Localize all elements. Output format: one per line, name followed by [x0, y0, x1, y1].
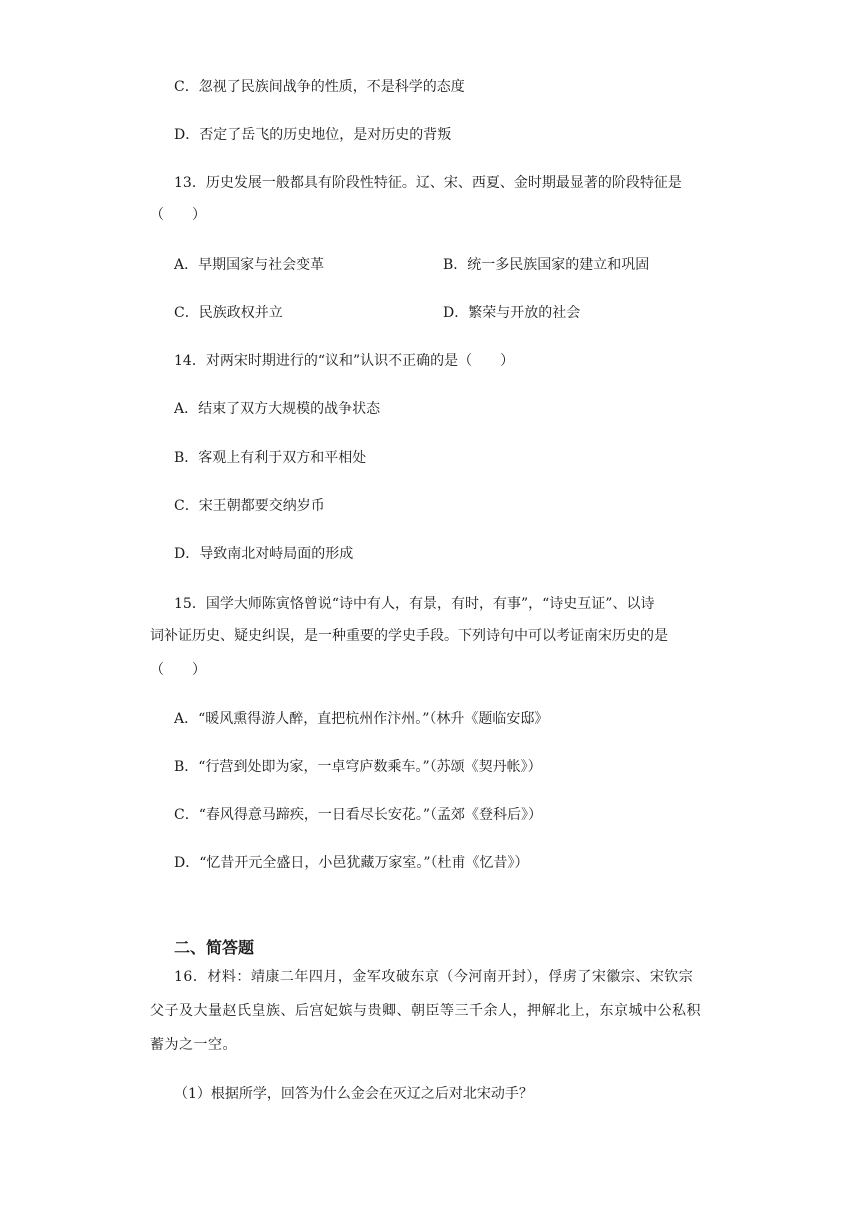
q13-option-a: A．早期国家与社会变革 — [174, 257, 325, 273]
q13-stem-line2: （ ） — [150, 207, 206, 223]
section-title: 二、简答题 — [174, 938, 255, 957]
q14-option-a: A．结束了双方大规模的战争状态 — [174, 401, 381, 417]
q13-option-b: B．统一多民族国家的建立和巩固 — [443, 257, 650, 273]
q14-option-d: D．导致南北对峙局面的形成 — [174, 546, 354, 562]
q16-material-line2: 父子及大量赵氏皇族、后宫妃嫔与贵卿、朝臣等三千余人，押解北上，东京城中公私积 — [150, 1003, 701, 1019]
q15-stem-line1: 15．国学大师陈寅恪曾说“诗中有人，有景，有时，有事”，“诗史互证”、以诗 — [174, 596, 655, 612]
q16-material-line1: 16．材料：靖康二年四月，金军攻破东京（今河南开封），俘虏了宋徽宗、宋钦宗 — [174, 969, 694, 985]
q14-option-b: B．客观上有利于双方和平相处 — [174, 450, 367, 466]
q13-option-d: D．繁荣与开放的社会 — [443, 305, 581, 321]
q14-option-c: C．宋王朝都要交纳岁币 — [174, 498, 325, 514]
q15-option-c: C．“春风得意马蹄疾，一日看尽长安花。”（孟郊《登科后》） — [174, 807, 543, 823]
q16-subquestion-1: （1）根据所学，回答为什么金会在灭辽之后对北宋动手？ — [174, 1086, 533, 1102]
q12-option-c: C．忽视了民族间战争的性质，不是科学的态度 — [174, 79, 465, 95]
q15-option-d: D．“忆昔开元全盛日，小邑犹藏万家室。”（杜甫《忆昔》） — [174, 855, 529, 871]
q14-stem: 14．对两宋时期进行的“议和”认识不正确的是（ ） — [174, 353, 515, 369]
q16-material-line3: 蓄为之一空。 — [150, 1037, 237, 1053]
q15-option-a: A．“暖风熏得游人醉，直把杭州作汴州。”（林升《题临安邸》 — [174, 711, 549, 727]
q15-stem-line2: 词补证历史、疑史纠误，是一种重要的学史手段。下列诗句中可以考证南宋历史的是 — [150, 628, 668, 644]
q15-stem-line3: （ ） — [150, 662, 206, 678]
q15-option-b: B．“行营到处即为家，一卓穹庐数乘车。”（苏颂《契丹帐》） — [174, 759, 542, 775]
q12-option-d: D．否定了岳飞的历史地位，是对历史的背叛 — [174, 127, 452, 143]
q13-option-c: C．民族政权并立 — [174, 305, 283, 321]
q13-stem-line1: 13．历史发展一般都具有阶段性特征。辽、宋、西夏、金时期最显著的阶段特征是 — [174, 175, 682, 191]
